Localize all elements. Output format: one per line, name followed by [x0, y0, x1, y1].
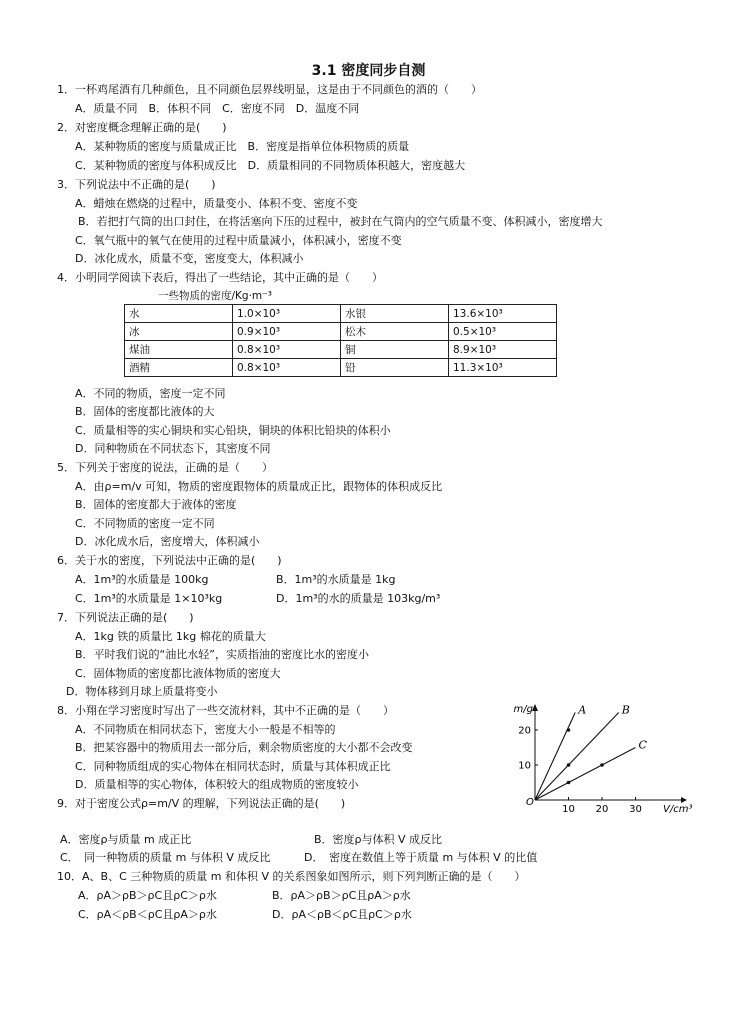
data-point-b — [567, 763, 571, 767]
question-5-option-b: B．固体的密度都大于液体的密度 — [75, 498, 237, 511]
question-3-option-c: C．氧气瓶中的氧气在使用的过程中质量减小，体积减小，密度不变 — [75, 234, 402, 247]
question-7-option-c: C．固体物质的密度都比液体物质的密度大 — [75, 667, 281, 680]
table-cell: 铅 — [341, 359, 449, 377]
question-5-option-c: C．不同物质的密度一定不同 — [75, 517, 215, 530]
mass-volume-graph — [513, 702, 693, 818]
question-6-option-a: A．1m³的水质量是 100kg — [75, 573, 209, 586]
data-point-c — [600, 763, 604, 767]
table-cell: 13.6×10³ — [449, 305, 557, 323]
question-9-option-a: A．密度ρ与质量 m 成正比 — [60, 833, 192, 846]
table-cell: 松木 — [341, 323, 449, 341]
x-tick-label: 20 — [595, 804, 609, 815]
question-4-option-a: A．不同的物质，密度一定不同 — [75, 387, 226, 400]
question-5-option-d: D．冰化成水后，密度增大，体积减小 — [75, 535, 260, 548]
question-7-option-d: D．物体移到月球上质量将变小 — [66, 685, 218, 698]
y-tick-label: 20 — [518, 725, 531, 737]
question-10-option-a: A．ρA＞ρB＞ρC且ρC＞ρ水 — [78, 889, 217, 902]
density-table — [124, 304, 557, 377]
page-title: 3.1 密度同步自测 — [311, 63, 426, 79]
question-8-option-d: D．质量相等的实心物体，体积较大的组成物质的密度较小 — [75, 778, 359, 791]
density-table-caption: 一些物质的密度/Kg·m⁻³ — [158, 290, 272, 302]
x-axis-label: V/cm³ — [663, 804, 693, 815]
data-point-a — [567, 728, 571, 732]
question-8-option-b: B．把某容器中的物质用去一部分后，剩余物质密度的大小都不会改变 — [75, 741, 413, 754]
table-cell: 冰 — [125, 323, 233, 341]
series-label-a: A — [578, 703, 587, 717]
question-3: 3．下列说法中不正确的是( ) — [57, 178, 216, 191]
question-6-option-b: B．1m³的水质量是 1kg — [276, 573, 396, 586]
table-cell: 0.9×10³ — [233, 323, 341, 341]
series-label-b: B — [621, 703, 630, 717]
y-tick-label: 10 — [518, 760, 531, 772]
table-cell: 11.3×10³ — [449, 359, 557, 377]
table-cell: 水 — [125, 305, 233, 323]
table-row — [125, 341, 557, 359]
table-cell: 煤油 — [125, 341, 233, 359]
question-1: 1．一杯鸡尾酒有几种颜色，且不同颜色层界线明显，这是由于不同颜色的酒的（ ） — [57, 83, 482, 96]
series-line-a — [535, 713, 575, 801]
question-3-option-a: A．蜡烛在燃烧的过程中，质量变小、体积不变、密度不变 — [75, 197, 358, 210]
question-10-option-d: D．ρA＜ρB＜ρC且ρC＞ρ水 — [272, 908, 412, 921]
question-2-options-cd: C．某种物质的密度与体积成反比 D．质量相同的不同物质体积越大，密度越大 — [75, 159, 466, 172]
x-axis-arrow — [681, 797, 687, 803]
question-3-option-d: D．冰化成水，质量不变，密度变大，体积减小 — [75, 252, 304, 265]
question-7-option-b: B．平时我们说的“油比水轻”，实质指油的密度比水的密度小 — [75, 648, 369, 661]
question-10: 10．A、B、C 三种物质的质量 m 和体积 V 的关系图象如图所示，则下列判断正确的是（ ） — [57, 870, 526, 883]
question-6-option-d: D．1m³的水的质量是 103kg/m³ — [276, 592, 441, 605]
table-cell: 0.8×10³ — [233, 359, 341, 377]
question-4: 4．小明同学阅读下表后，得出了一些结论，其中正确的是（ ） — [57, 271, 383, 284]
question-2: 2．对密度概念理解正确的是( ) — [57, 121, 227, 134]
question-4-option-d: D．同种物质在不同状态下，其密度不同 — [75, 442, 271, 455]
series-line-c — [535, 748, 636, 801]
question-9-option-b: B．密度ρ与体积 V 成反比 — [314, 833, 443, 846]
question-4-option-b: B．固体的密度都比液体的大 — [75, 405, 215, 418]
series-line-b — [535, 713, 619, 801]
question-8-option-a: A．不同物质在相同状态下，密度大小一般是不相等的 — [75, 723, 336, 736]
table-cell: 水银 — [341, 305, 449, 323]
question-10-option-c: C．ρA＜ρB＜ρC且ρA＞ρ水 — [78, 908, 217, 921]
question-7-option-a: A．1kg 铁的质量比 1kg 棉花的质量大 — [75, 630, 266, 643]
table-cell: 1.0×10³ — [233, 305, 341, 323]
question-10-option-b: B．ρA＞ρB＞ρC且ρA＞ρ水 — [272, 889, 411, 902]
question-5: 5．下列关于密度的说法，正确的是（ ） — [57, 461, 273, 474]
table-cell: 0.5×10³ — [449, 323, 557, 341]
table-row — [125, 305, 557, 323]
table-row — [125, 359, 557, 377]
table-cell: 铜 — [341, 341, 449, 359]
question-5-option-a: A．由ρ=m/v 可知，物质的密度跟物体的质量成正比，跟物体的体积成反比 — [75, 480, 443, 493]
table-row — [125, 323, 557, 341]
question-9-option-d: D． 密度在数值上等于质量 m 与体积 V 的比值 — [304, 851, 538, 864]
table-cell: 酒精 — [125, 359, 233, 377]
y-axis-label: m/g — [513, 704, 533, 715]
question-7: 7．下列说法正确的是( ) — [57, 611, 194, 624]
origin-label: O — [526, 797, 534, 808]
question-9: 9．对于密度公式ρ=m/V 的理解，下列说法正确的是( ) — [57, 797, 346, 810]
question-6-option-c: C．1m³的水质量是 1×10³kg — [75, 592, 223, 605]
question-3-option-b: B．若把打气筒的出口封住，在将活塞向下压的过程中，被封在气筒内的空气质量不变、体积减小，密度增大 — [78, 215, 603, 228]
question-2-options-ab: A．某种物质的密度与质量成正比 B．密度是指单位体积物质的质量 — [75, 140, 410, 153]
question-6: 6．关于水的密度，下列说法中正确的是( ) — [57, 554, 282, 567]
table-cell: 0.8×10³ — [233, 341, 341, 359]
series-label-c: C — [638, 738, 647, 752]
x-tick-label: 30 — [629, 804, 642, 815]
question-8-option-c: C．同种物质组成的实心物体在相同状态时，质量与其体积成正比 — [75, 760, 391, 773]
question-1-options: A．质量不同 B．体积不同 C．密度不同 D．温度不同 — [75, 102, 360, 115]
question-9-option-c: C． 同一种物质的质量 m 与体积 V 成反比 — [60, 851, 271, 864]
question-8: 8．小翔在学习密度时写出了一些交流材料，其中不正确的是（ ） — [57, 704, 394, 717]
question-4-option-c: C．质量相等的实心铜块和实心铅块，铜块的体积比铅块的体积小 — [75, 424, 391, 437]
x-tick-label: 10 — [562, 804, 575, 815]
data-point-c — [567, 781, 571, 785]
table-cell: 8.9×10³ — [449, 341, 557, 359]
